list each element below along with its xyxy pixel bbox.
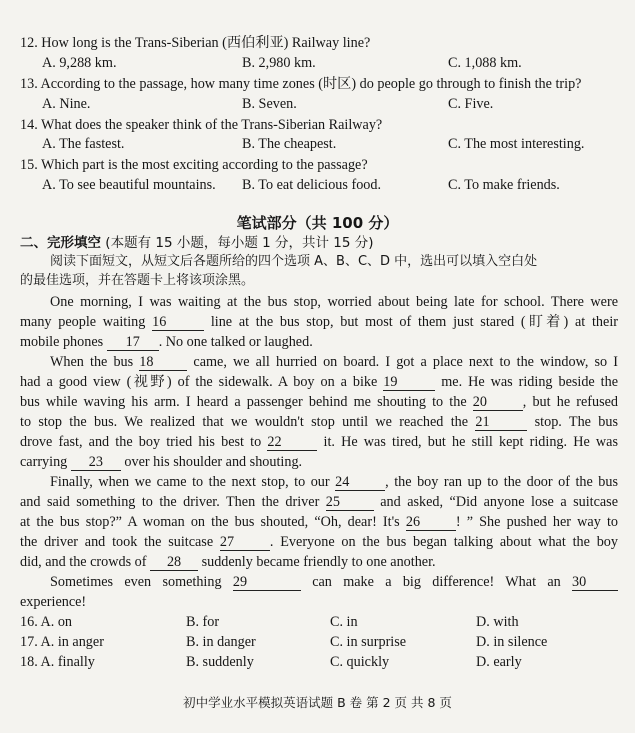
- blank-16: 16: [152, 314, 204, 331]
- option-b: B. in danger: [186, 634, 256, 650]
- option-c: C. Five.: [448, 96, 494, 112]
- option-c: C. 1,088 km.: [448, 55, 522, 71]
- passage-line: and said something to the driver. Then the driver 25 and asked, “Did anyone lose a suitcase: [20, 494, 619, 510]
- option-a: A. Nine.: [42, 96, 91, 112]
- passage-line: mobile phones 17 . No one talked or laughed.: [20, 334, 313, 350]
- option-a: A. 9,288 km.: [42, 55, 117, 71]
- blank-21: 21: [475, 414, 527, 431]
- blank-19: 19: [383, 374, 435, 391]
- question-15-stem: 15. Which part is the most exciting according to the passage?: [20, 157, 368, 173]
- option-a: 18. A. finally: [20, 654, 95, 670]
- passage-line: at the bus stop?” A woman on the bus shouted, “Oh, dear! It's 26 ! ” She pushed her way to: [20, 514, 618, 530]
- option-d: D. with: [476, 614, 519, 630]
- question-12-stem: 12. How long is the Trans-Siberian (西伯利亚) Railway line?: [20, 35, 371, 51]
- blank-27: 27: [220, 534, 270, 551]
- blank-23: 23: [71, 454, 121, 471]
- option-b: B. The cheapest.: [242, 136, 337, 152]
- option-b: B. for: [186, 614, 220, 630]
- option-c: C. To make friends.: [448, 177, 560, 193]
- option-d: D. in silence: [476, 634, 548, 650]
- instruction-line-1: 阅读下面短文，从短文后各题所给的四个选项 A、B、C、D 中，选出可以填入空白处: [50, 254, 538, 269]
- option-c: C. in: [330, 614, 358, 630]
- option-c: C. quickly: [330, 654, 390, 670]
- blank-25: 25: [326, 494, 374, 511]
- blank-29: 29: [233, 574, 301, 591]
- option-a: 16. A. on: [20, 614, 73, 630]
- option-c: C. The most interesting.: [448, 136, 585, 152]
- passage-line: to stop the bus. We realized that we wouldn't stop until we reached the 21 stop. The bus: [20, 414, 618, 430]
- passage-line: many people waiting 16 line at the bus stop, but most of them just stared (盯着) at their: [20, 314, 618, 330]
- passage-line: Sometimes even something 29 can make a big difference! What an 30: [50, 573, 618, 591]
- passage-line: experience!: [20, 594, 87, 610]
- passage-line: Finally, when we came to the next stop, to our 24 , the boy ran up to the door of the bus: [50, 474, 619, 490]
- question-13-stem: 13. According to the passage, how many time zones (时区) do people go through to finish the trip?: [20, 76, 582, 92]
- blank-24: 24: [335, 474, 385, 491]
- option-b: B. To eat delicious food.: [242, 177, 382, 193]
- blank-30: 30: [572, 574, 618, 591]
- passage-line: bus while waving his arm. I heard a passenger behind me shouting to the 20 , but he refused: [20, 394, 619, 410]
- section-title: [20, 234, 635, 252]
- passage-line: One morning, I was waiting at the bus stop, worried about being late for school. There were: [50, 294, 618, 310]
- passage-line: the driver and took the suitcase 27 . Everyone on the bus began talking about what the boy: [20, 534, 618, 550]
- passage-line: When the bus 18 came, we all hurried on board. I got a place next to the window, so I: [50, 354, 619, 370]
- option-a: A. To see beautiful mountains.: [42, 177, 216, 193]
- passage-line: did, and the crowds of 28 suddenly became friendly to one another.: [20, 554, 436, 570]
- option-b: B. Seven.: [242, 96, 297, 112]
- blank-17: 17: [107, 334, 159, 351]
- option-b: B. 2,980 km.: [242, 55, 316, 71]
- blank-22: 22: [267, 434, 317, 451]
- option-c: C. in surprise: [330, 634, 407, 650]
- option-a: 17. A. in anger: [20, 634, 104, 650]
- blank-20: 20: [473, 394, 523, 411]
- option-d: D. early: [476, 654, 522, 670]
- instruction-line-2: 的最佳选项，并在答题卡上将该项涂黑。: [20, 273, 255, 288]
- option-a: A. The fastest.: [42, 136, 125, 152]
- passage-line: had a good view (视野) of the sidewalk. A boy on a bike 19 me. He was riding beside the: [20, 374, 619, 390]
- section-note: (本题有 15 小题，每小题 1 分，共计 15 分): [105, 235, 374, 251]
- blank-18: 18: [139, 354, 187, 371]
- option-b: B. suddenly: [186, 654, 254, 670]
- blank-26: 26: [406, 514, 456, 531]
- passage-line: drove fast, and the boy tried his best to 22 it. He was tired, but he still kept riding. He was: [20, 434, 618, 450]
- blank-28: 28: [150, 554, 198, 571]
- part-heading: 笔试部分（共 100 分）: [236, 214, 399, 232]
- question-14-stem: 14. What does the speaker think of the Trans-Siberian Railway?: [20, 117, 383, 133]
- section-name: 二、完形填空: [20, 235, 101, 251]
- passage-line: carrying 23 over his shoulder and shouting.: [20, 454, 303, 470]
- page-footer: 初中学业水平模拟英语试题 B 卷 第 2 页 共 8 页: [183, 695, 452, 710]
